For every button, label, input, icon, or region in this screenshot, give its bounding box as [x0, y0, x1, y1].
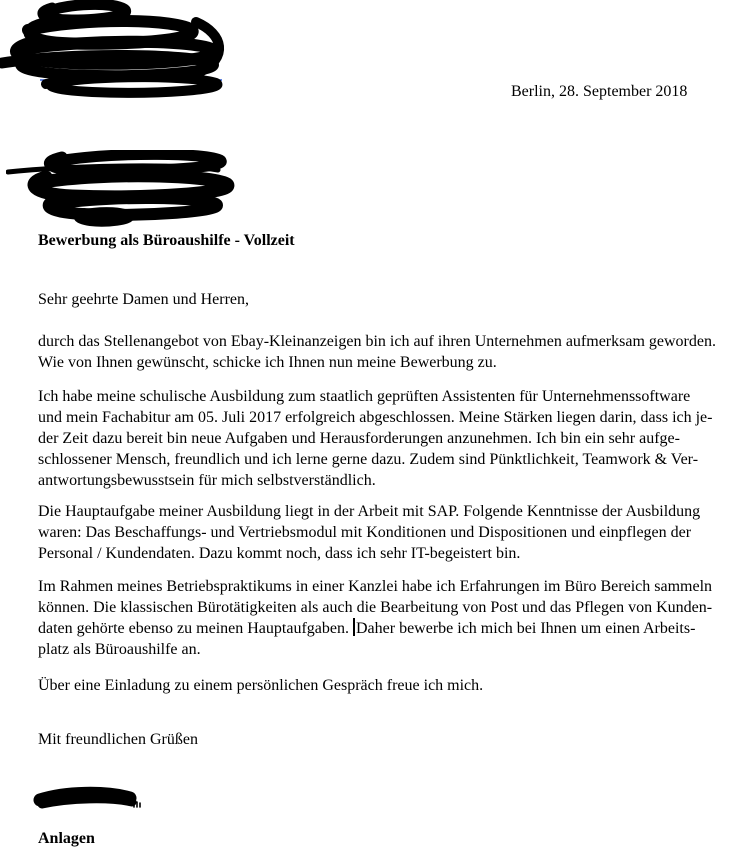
body-line: platz als Büroaushilfe an. [38, 641, 201, 658]
date-line: Berlin, 28. September 2018 [511, 83, 688, 100]
body-line: durch das Stellenangebot von Ebay-Kleinanzeigen bin ich auf ihren Unternehmen aufmerksam geworden. [38, 333, 716, 350]
body-line-segment: Daher bewerbe ich mich bei Ihnen um einen Arbeits- [355, 620, 696, 637]
redacted-sender-block [0, 0, 240, 100]
body-line: antwortungsbewusstsein für mich selbstverständlich. [38, 472, 376, 489]
paragraph [38, 331, 716, 373]
body-line: Personal / Kundendaten. Dazu kommt noch, dass ich sehr IT-begeistert bin. [38, 545, 521, 562]
paragraph [38, 386, 712, 491]
body-line: Die Hauptaufgabe meiner Ausbildung liegt in der Arbeit mit SAP. Folgende Kenntnisse der Ausbildung [38, 503, 701, 520]
text-cursor [353, 618, 355, 636]
body-line: der Zeit dazu bereit bin neue Aufgaben und Herausforderungen anzunehmen. Ich bin ein sehr aufge- [38, 430, 680, 447]
body-line: schlossener Mensch, freundlich und ich lerne gerne dazu. Zudem sind Pünktlichkeit, Teamwork & Ver- [38, 451, 699, 468]
subject-line: Bewerbung als Büroaushilfe - Vollzeit [38, 232, 295, 249]
salutation-line: Mit freundlichen Grüßen [38, 731, 198, 748]
greeting-line: Sehr geehrte Damen und Herren, [38, 291, 250, 308]
body-line: Ich habe meine schulische Ausbildung zum staatlich geprüften Assistenten für Unternehmenssoftware [38, 388, 691, 405]
body-line-with-caret [38, 618, 712, 639]
closing-line: Über eine Einladung zu einem persönlichen Gespräch freue ich mich. [38, 677, 484, 694]
body-line: und mein Fachabitur am 05. Juli 2017 erfolgreich abgeschlossen. Meine Stärken liegen darin, dass ich je- [38, 409, 713, 426]
body-line-segment: daten gehörte ebenso zu meinen Hauptaufgaben. [38, 620, 353, 637]
scribble-stroke [42, 799, 132, 804]
scribble-stroke [46, 77, 217, 93]
body-line: Wie von Ihnen gewünscht, schicke ich Ihnen nun meine Bewerbung zu. [38, 354, 497, 371]
redacted-recipient-block [6, 150, 246, 230]
redacted-signature [30, 785, 145, 815]
enclosures-label: Anlagen [38, 830, 95, 847]
body-line: Im Rahmen meines Betriebspraktikums in einer Kanzlei habe ich Erfahrungen im Büro Bereich sammeln [38, 578, 713, 595]
body-line: waren: Das Beschaffungs- und Vertriebsmodul mit Konditionen und Dispositionen und einpflegen der [38, 524, 692, 541]
paragraph [38, 576, 712, 660]
body-line: können. Die klassischen Bürotätigkeiten als auch die Bearbeitung von Post und das Pflegen von Kunden- [38, 599, 713, 616]
paragraph [38, 501, 700, 564]
scribble-stroke [49, 198, 217, 215]
